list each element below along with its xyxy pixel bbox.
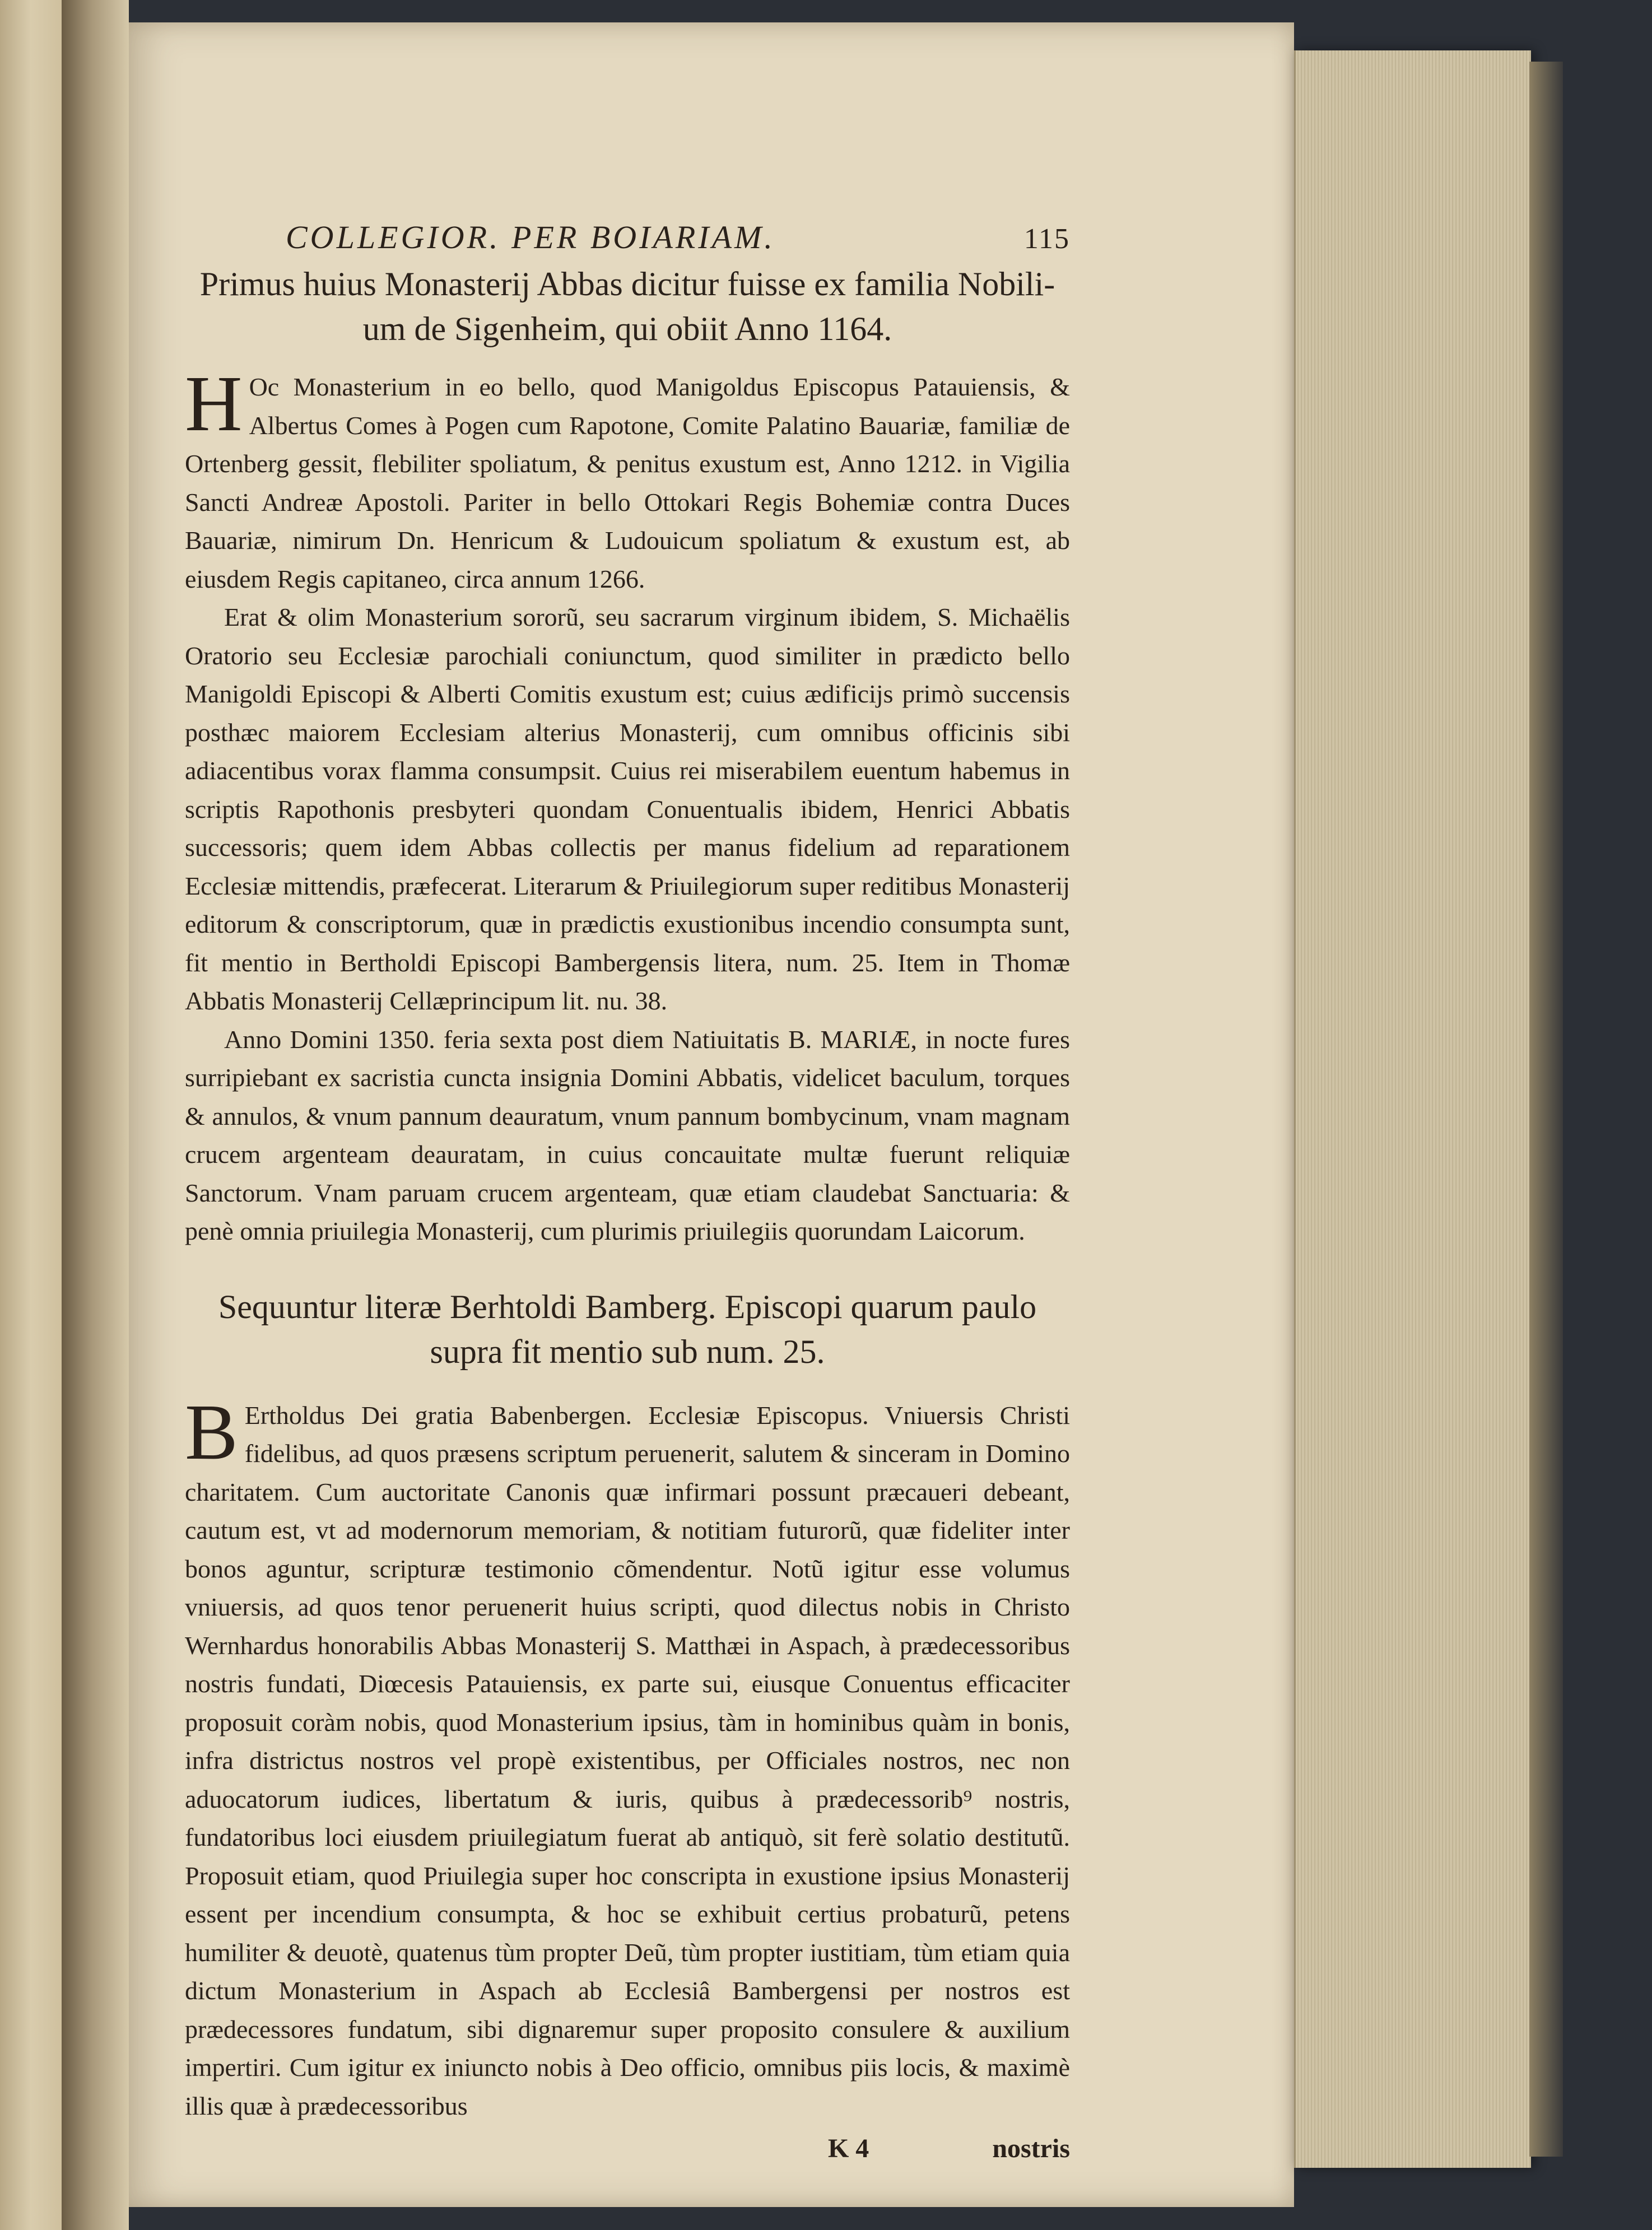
head-note-line-1: Primus huius Monasterij Abbas dicitur fuisse ex familia Nobili- (199, 266, 1055, 302)
paragraph-1-text: Oc Monasterium in eo bello, quod Manigoldus Episcopus Patauiensis, & Albertus Comes à Pogen cum Rapotone, Comite Palatino Bauariæ, familiæ de Ortenberg gessit, flebiliter spoliatum, & penitus exustum est, Anno 1212. in Vigilia Sancti Andreæ Apostoli. Pariter in bello Ottokari Regis Bohemiæ contra Duces Bauariæ, nimirum Dn. Henricum & Ludouicum spoliatum & exustum est, ab eiusdem Regis capitaneo, circa annum 1266. (185, 373, 1070, 593)
section-heading (185, 1284, 1070, 1374)
running-header (185, 218, 1070, 256)
page-block-fore-edge (1294, 50, 1531, 2168)
signature-mark: K 4 (827, 2134, 869, 2163)
paragraph-1 (185, 359, 1070, 598)
left-page-edge (0, 0, 63, 2230)
drop-cap-b: B (185, 1387, 238, 1476)
running-title: COLLEGIOR. PER BOIARIAM. (286, 219, 775, 255)
page-block-shadow (1529, 62, 1563, 2157)
head-note-line-2: um de Sigenheim, qui obiit Anno 1164. (362, 310, 892, 347)
section-heading-line-1: Sequuntur literæ Berhtoldi Bamberg. Episcopi quarum paulo (218, 1288, 1037, 1325)
paragraph-2: Erat & olim Monasterium sororũ, seu sacrarum virginum ibidem, S. Michaëlis Oratorio seu Ecclesiæ parochiali coniunctum, quod similiter in prædicto bello Manigoldi Episcopi & Alberti Comitis exustum est; cuius ædificijs primò succensis posthæc maiorem Ecclesiam alterius Monasterij, cum omnibus officinis sibi adiacentibus vorax flamma consumpsit. Cuius rei miserabilem euentum habemus in scriptis Rapothonis presbyteri quondam Conuentualis ibidem, Henrici Abbatis successoris; quem idem Abbas collectis per manus fidelium ad reparationem Ecclesiæ mittendis, præfecerat. Literarum & Priuilegiorum super reditibus Monasterij editorum & conscriptorum, quæ in prædictis exustionibus incendio consumpta sunt, fit mentio in Bertholdi Episcopi Bambergensis litera, num. 25. Item in Thomæ Abbatis Monasterij Cellæprincipum lit. nu. 38. (185, 603, 1070, 1015)
catchword: nostris (992, 2134, 1070, 2163)
book-gutter (62, 0, 129, 2230)
paragraph-3: Anno Domini 1350. feria sexta post diem Natiuitatis B. MARIÆ, in nocte fures surripiebant ex sacristia cuncta insignia Domini Abbatis, videlicet baculum, torques & annulos, & vnum pannum deauratum, vnum pannum bombycinum, vnam magnam crucem argenteam deauratam, in cuius concauitate multæ fuerunt reliquiæ Sanctorum. Vnam paruam crucem argenteam, quæ etiam claudebat Sanctuaria: & penè omnia priuilegia Monasterij, cum plurimis priuilegiis quorundam Laicorum. (185, 1025, 1070, 1245)
page-text (185, 218, 1070, 2164)
drop-cap-h: H (185, 359, 243, 448)
page-footer (185, 2133, 1070, 2164)
section-heading-line-2: supra fit mentio sub num. 25. (430, 1333, 825, 1370)
letter-paragraph (185, 1387, 1070, 2126)
letter-text: Ertholdus Dei gratia Babenbergen. Ecclesiæ Episcopus. Vniuersis Christi fidelibus, ad quos præsens scriptum peruenerit, salutem & sinceram in Domino charitatem. Cum auctoritate Canonis quæ infirmari possunt præcaueri debeant, cautum est, vt ad modernorum memoriam, & notitiam futurorũ, quæ fideliter inter bonos aguntur, scripturæ testimonio cõmendentur. Notũ igitur esse volumus vniuersis, ad quos tenor peruenerit huius scripti, quod dilectus nobis in Christo Wernhardus honorabilis Abbas Monasterij S. Matthæi in Aspach, à prædecessoribus nostris fundati, Diœcesis Patauiensis, ex parte sui, eiusque Conuentus efficaciter proposuit coràm nobis, quod Monasterium ipsius, tàm in hominibus quàm in bonis, infra districtus nostros vel propè existentibus, per Officiales nostros, nec non aduocatorum iudices, libertatum & iuris, quibus à prædecessorib⁹ nostris, fundatoribus loci eiusdem priuilegiatum fuerat ab antiquò, sit ferè solatio destitutũ. Proposuit etiam, quod Priuilegia super hoc conscripta in exustione ipsius Monasterij essent per incendium consumpta, & hoc se exhibuit certius probaturũ, petens humiliter & deuotè, quatenus tùm propter Deũ, tùm propter iustitiam, tùm etiam quia dictum Monasterium in Aspach ab Ecclesiâ Bambergensi per nostros est prædecessores fundatum, sibi dignaremur super proposito consulere & auxilium impertiri. Cum igitur ex iniuncto nobis à Deo officio, omnibus piis locis, & maximè illis quæ à prædecessoribus (185, 1400, 1070, 2120)
folio-number: 115 (1023, 223, 1070, 255)
head-note (185, 262, 1070, 351)
